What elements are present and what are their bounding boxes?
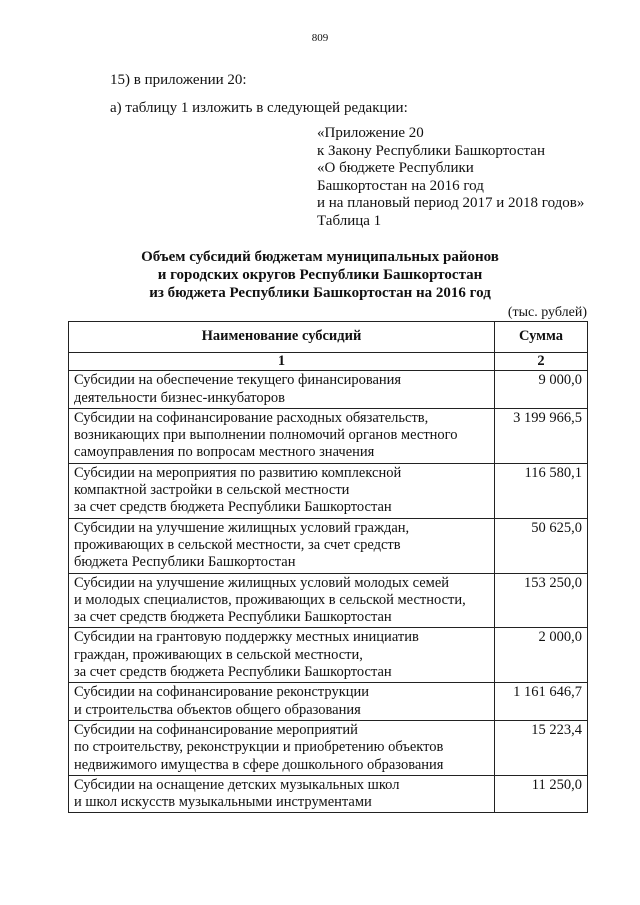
subsidy-name-line: Субсидии на софинансирование реконструкции	[74, 684, 370, 701]
subsidy-name-line: Субсидии на оснащение детских музыкальных школ	[74, 776, 400, 793]
table-row	[69, 371, 588, 409]
subsidy-amount: 15 223,4	[495, 720, 588, 775]
subsidies-table	[68, 321, 588, 813]
table-row	[69, 408, 588, 463]
subsidy-name	[69, 720, 495, 775]
subsidy-name	[69, 463, 495, 518]
document-heading	[0, 248, 640, 302]
heading-line: из бюджета Республики Башкортостан на 2016 год	[149, 285, 491, 301]
table-label: Таблица 1	[317, 212, 382, 229]
subsidy-name-line: и строительства объектов общего образования	[74, 701, 361, 718]
subsidy-name	[69, 683, 495, 721]
page-number: 809	[311, 32, 329, 44]
sub-item-a: а) таблицу 1 изложить в следующей редакции:	[110, 100, 408, 116]
units-note: (тыс. рублей)	[507, 305, 587, 320]
appendix-line: Башкортостан на 2016 год	[317, 177, 484, 194]
heading-line: и городских округов Республики Башкортостан	[157, 267, 483, 283]
subsidy-amount: 3 199 966,5	[495, 408, 588, 463]
subsidy-name	[69, 628, 495, 683]
subsidy-amount: 116 580,1	[495, 463, 588, 518]
subsidy-name-line: проживающих в сельской местности, за счет средств	[74, 536, 401, 553]
subsidy-name-line: Субсидии на мероприятия по развитию комплексной	[74, 464, 402, 481]
column-number: 1	[69, 353, 495, 371]
subsidy-name-line: бюджета Республики Башкортостан	[74, 554, 296, 571]
subsidy-name	[69, 518, 495, 573]
subsidy-name-line: Субсидии на софинансирование мероприятий	[74, 721, 358, 738]
appendix-line: к Закону Республики Башкортостан	[317, 142, 545, 159]
table-body	[69, 371, 588, 813]
table-header-row	[69, 322, 588, 353]
appendix-line: «Приложение 20	[317, 125, 424, 141]
subsidy-name-line: за счет средств бюджета Республики Башкортостан	[74, 664, 392, 681]
subsidy-name-line: Субсидии на грантовую поддержку местных инициатив	[74, 629, 419, 646]
subsidy-name-line: самоуправления по вопросам местного значения	[74, 444, 375, 461]
subsidy-name	[69, 775, 495, 813]
subsidy-name-line: за счет средств бюджета Республики Башкортостан	[74, 499, 392, 516]
subsidy-amount: 9 000,0	[495, 371, 588, 409]
subsidy-name	[69, 371, 495, 409]
subsidy-amount: 2 000,0	[495, 628, 588, 683]
appendix-line: и на плановый период 2017 и 2018 годов»	[317, 195, 585, 212]
table-row	[69, 775, 588, 813]
subsidy-name-line: граждан, проживающих в сельской местности,	[74, 646, 363, 663]
subsidy-name-line: Субсидии на обеспечение текущего финансирования	[74, 372, 402, 389]
subsidy-amount: 153 250,0	[495, 573, 588, 628]
subsidy-name	[69, 573, 495, 628]
header-amount: Сумма	[495, 322, 588, 353]
table-row	[69, 628, 588, 683]
table-row	[69, 518, 588, 573]
subsidy-name-line: деятельности бизнес-инкубаторов	[74, 389, 285, 406]
list-item-15: 15) в приложении 20:	[110, 72, 247, 88]
appendix-line: «О бюджете Республики	[317, 160, 474, 177]
subsidy-name-line: Субсидии на улучшение жилищных условий граждан,	[74, 519, 410, 536]
subsidy-name-line: за счет средств бюджета Республики Башкортостан	[74, 609, 392, 626]
subsidy-name-line: возникающих при выполнении полномочий органов местного	[74, 427, 458, 444]
subsidy-amount: 50 625,0	[495, 518, 588, 573]
table-row	[69, 573, 588, 628]
table-row	[69, 683, 588, 721]
subsidy-amount: 1 161 646,7	[495, 683, 588, 721]
subsidy-name-line: и школ искусств музыкальными инструментами	[74, 794, 372, 811]
subsidy-name	[69, 408, 495, 463]
appendix-reference	[317, 125, 584, 231]
subsidy-name-line: недвижимого имущества в сфере дошкольного образования	[74, 756, 444, 773]
header-name: Наименование субсидий	[69, 322, 495, 353]
table-row	[69, 720, 588, 775]
table-row	[69, 463, 588, 518]
subsidy-name-line: компактной застройки в сельской местности	[74, 482, 350, 499]
heading-line: Объем субсидий бюджетам муниципальных районов	[141, 249, 499, 265]
subsidy-amount: 11 250,0	[495, 775, 588, 813]
subsidy-name-line: Субсидии на улучшение жилищных условий молодых семей	[74, 574, 450, 591]
subsidy-name-line: Субсидии на софинансирование расходных обязательств,	[74, 409, 429, 426]
column-number-row	[69, 353, 588, 371]
subsidy-name-line: и молодых специалистов, проживающих в сельской местности,	[74, 591, 466, 608]
subsidy-name-line: по строительству, реконструкции и приобретению объектов	[74, 739, 444, 756]
column-number: 2	[495, 353, 588, 371]
